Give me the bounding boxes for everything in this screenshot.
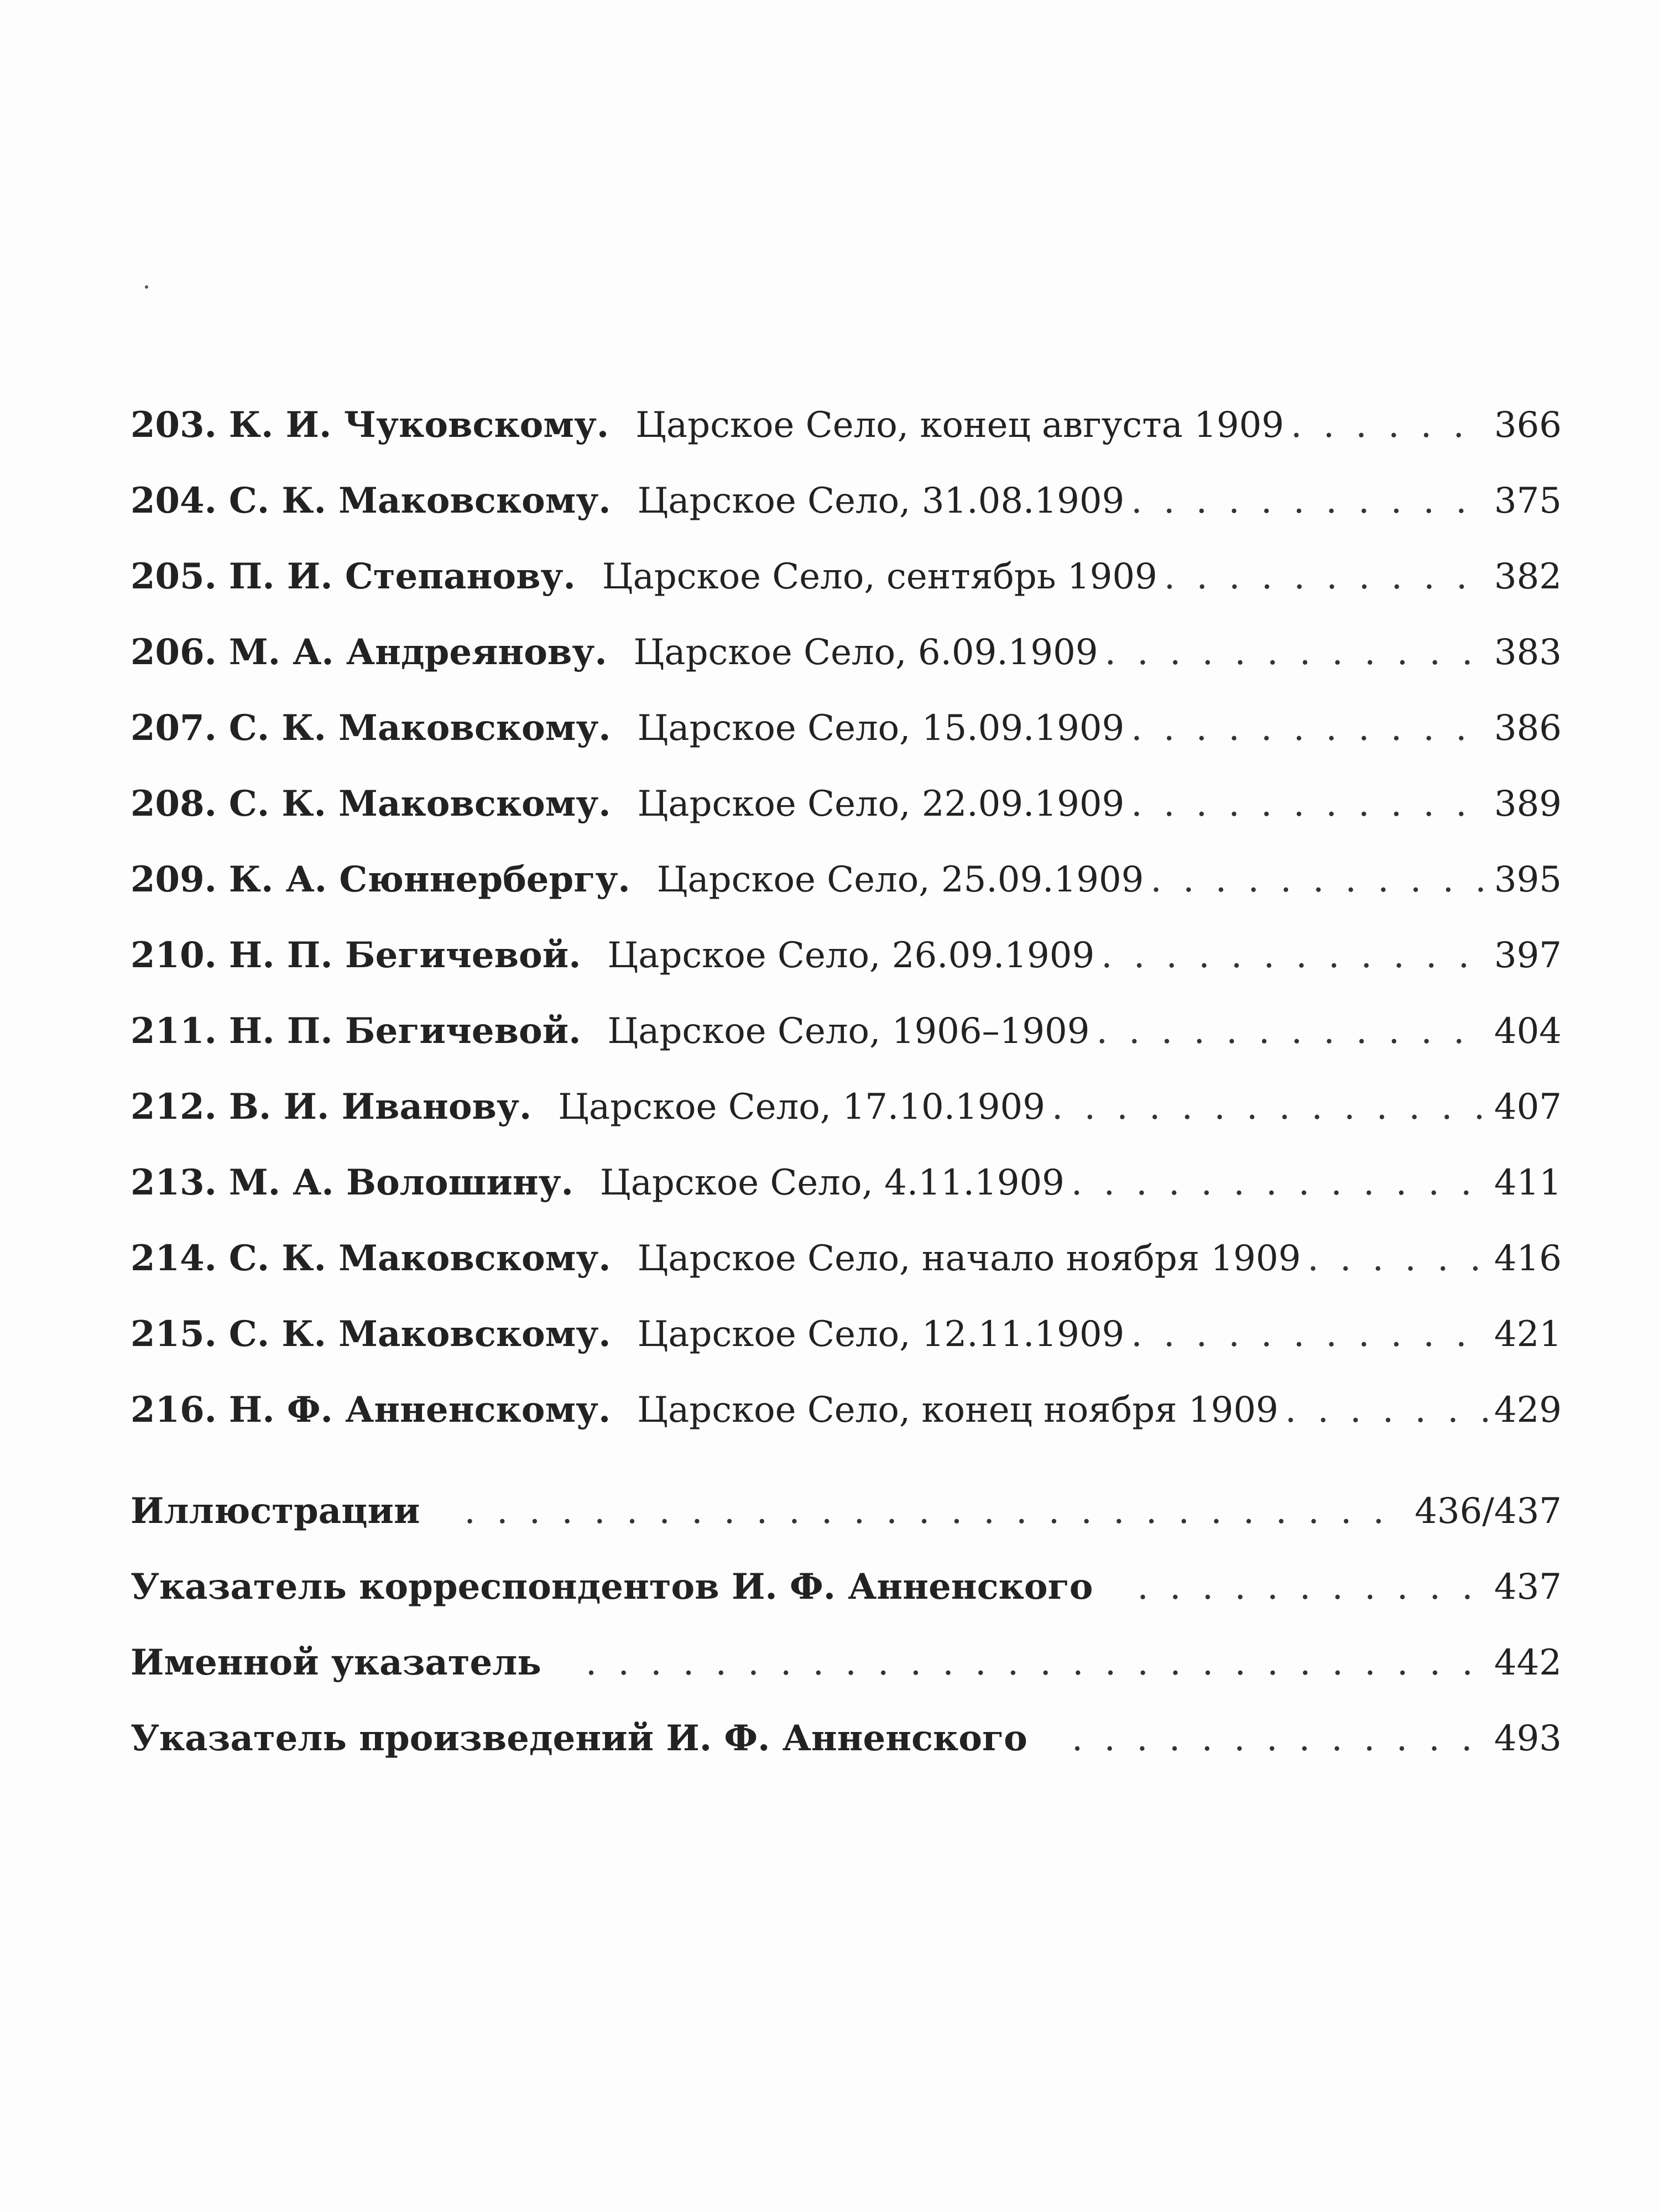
- section-gap: [131, 1448, 1562, 1473]
- dot-leader: [1285, 1373, 1488, 1448]
- entry-place-date: Царское Село, 25.09.1909: [656, 859, 1144, 900]
- entry-number: 204.: [131, 480, 217, 521]
- dot-leader: [1164, 539, 1488, 615]
- toc-entry: [131, 539, 1562, 614]
- entry-page: 386: [1494, 708, 1562, 749]
- section-title: Иллюстрации: [131, 1490, 420, 1532]
- entry-number: 205.: [131, 556, 217, 597]
- toc-entry: [131, 917, 1562, 993]
- entry-page: 407: [1494, 1087, 1562, 1128]
- dot-leader: [1105, 615, 1488, 691]
- toc-entry: [131, 1145, 1562, 1220]
- toc-entry: [131, 1069, 1562, 1145]
- entry-page: 404: [1494, 1011, 1562, 1052]
- entry-place-date: Царское Село, 12.11.1909: [637, 1314, 1125, 1355]
- entry-addressee: С. К. Маковскому.: [228, 1313, 611, 1355]
- entry-number: 203.: [131, 404, 217, 446]
- entry-number: 213.: [131, 1162, 217, 1203]
- entry-place-date: Царское Село, сентябрь 1909: [602, 556, 1157, 597]
- toc-entry: [131, 766, 1562, 842]
- toc-entry: [131, 993, 1562, 1069]
- entry-place-date: Царское Село, 26.09.1909: [607, 935, 1095, 976]
- toc-entry: [131, 387, 1562, 463]
- entry-place-date: Царское Село, начало ноября 1909: [637, 1238, 1301, 1279]
- dot-leader: [1131, 766, 1488, 842]
- entry-place-date: Царское Село, конец ноября 1909: [637, 1390, 1279, 1431]
- entry-addressee: Н. П. Бегичевой.: [228, 1010, 581, 1052]
- dot-leader: [1101, 918, 1488, 994]
- toc-entry: [131, 463, 1562, 539]
- entry-page: 366: [1494, 405, 1562, 446]
- section-title: Указатель корреспондентов И. Ф. Анненского: [131, 1566, 1093, 1608]
- toc-section: [131, 1473, 1562, 1549]
- toc-entry: [131, 1296, 1562, 1372]
- entry-place-date: Царское Село, 15.09.1909: [637, 708, 1125, 749]
- toc-entry: [131, 842, 1562, 917]
- entry-place-date: Царское Село, 6.09.1909: [633, 632, 1098, 673]
- entry-page: 382: [1494, 556, 1562, 597]
- entry-addressee: П. И. Степанову.: [228, 556, 576, 597]
- entry-page: 421: [1494, 1314, 1562, 1355]
- entry-number: 212.: [131, 1086, 217, 1128]
- entry-page: 416: [1494, 1238, 1562, 1279]
- entry-page: 395: [1494, 859, 1562, 900]
- toc-section: [131, 1549, 1562, 1625]
- toc-entry: [131, 690, 1562, 766]
- section-page: 493: [1494, 1718, 1562, 1759]
- dot-leader: [1137, 1550, 1487, 1625]
- section-title: Именной указатель: [131, 1642, 541, 1683]
- entry-place-date: Царское Село, 4.11.1909: [599, 1162, 1065, 1203]
- entry-page: 389: [1494, 784, 1562, 825]
- entry-page: 397: [1494, 935, 1562, 976]
- dot-leader: [586, 1625, 1488, 1701]
- toc-section: [131, 1625, 1562, 1700]
- entry-page: 429: [1494, 1390, 1562, 1431]
- entry-place-date: Царское Село, 1906–1909: [607, 1011, 1090, 1052]
- dot-leader: [1052, 1070, 1488, 1145]
- entry-addressee: К. А. Сюннербергу.: [228, 859, 630, 900]
- toc-entry: [131, 614, 1562, 690]
- entry-place-date: Царское Село, 31.08.1909: [637, 481, 1125, 521]
- stray-dot: [145, 285, 148, 289]
- entry-addressee: С. К. Маковскому.: [228, 480, 611, 521]
- dot-leader: [1150, 842, 1487, 918]
- entry-addressee: С. К. Маковскому.: [228, 707, 611, 749]
- entry-number: 208.: [131, 783, 217, 825]
- toc-section: [131, 1700, 1562, 1776]
- entry-page: 383: [1494, 632, 1562, 673]
- entry-addressee: М. А. Андреянову.: [228, 632, 607, 673]
- dot-leader: [1291, 388, 1488, 463]
- section-page: 436/437: [1415, 1491, 1562, 1532]
- dot-leader: [464, 1474, 1408, 1550]
- dot-leader: [1096, 994, 1487, 1070]
- entry-number: 207.: [131, 707, 217, 749]
- entry-addressee: В. И. Иванову.: [228, 1086, 532, 1128]
- entry-page: 375: [1494, 481, 1562, 521]
- entry-place-date: Царское Село, 17.10.1909: [558, 1087, 1045, 1128]
- entry-number: 206.: [131, 632, 217, 673]
- entry-number: 210.: [131, 935, 217, 976]
- toc-entry: [131, 1220, 1562, 1296]
- entry-number: 211.: [131, 1010, 217, 1052]
- section-title: Указатель произведений И. Ф. Анненского: [131, 1718, 1027, 1759]
- entry-addressee: Н. П. Бегичевой.: [228, 935, 581, 976]
- entry-number: 214.: [131, 1238, 217, 1279]
- entry-addressee: М. А. Волошину.: [228, 1162, 573, 1203]
- table-of-contents: [131, 387, 1562, 1776]
- entry-place-date: Царское Село, конец августа 1909: [635, 405, 1284, 446]
- entry-number: 215.: [131, 1313, 217, 1355]
- entry-number: 216.: [131, 1389, 217, 1431]
- section-page: 437: [1494, 1567, 1562, 1608]
- entry-addressee: С. К. Маковскому.: [228, 1238, 611, 1279]
- section-page: 442: [1494, 1642, 1562, 1683]
- entry-page: 411: [1494, 1162, 1562, 1203]
- entry-addressee: К. И. Чуковскому.: [228, 404, 609, 446]
- toc-entry: [131, 1372, 1562, 1448]
- entry-addressee: С. К. Маковскому.: [228, 783, 611, 825]
- dot-leader: [1072, 1701, 1488, 1777]
- entry-place-date: Царское Село, 22.09.1909: [637, 784, 1125, 825]
- entry-addressee: Н. Ф. Анненскому.: [228, 1389, 611, 1431]
- entry-number: 209.: [131, 859, 217, 900]
- dot-leader: [1131, 691, 1488, 766]
- dot-leader: [1307, 1221, 1488, 1297]
- dot-leader: [1071, 1145, 1488, 1221]
- dot-leader: [1131, 1297, 1488, 1373]
- dot-leader: [1131, 463, 1488, 539]
